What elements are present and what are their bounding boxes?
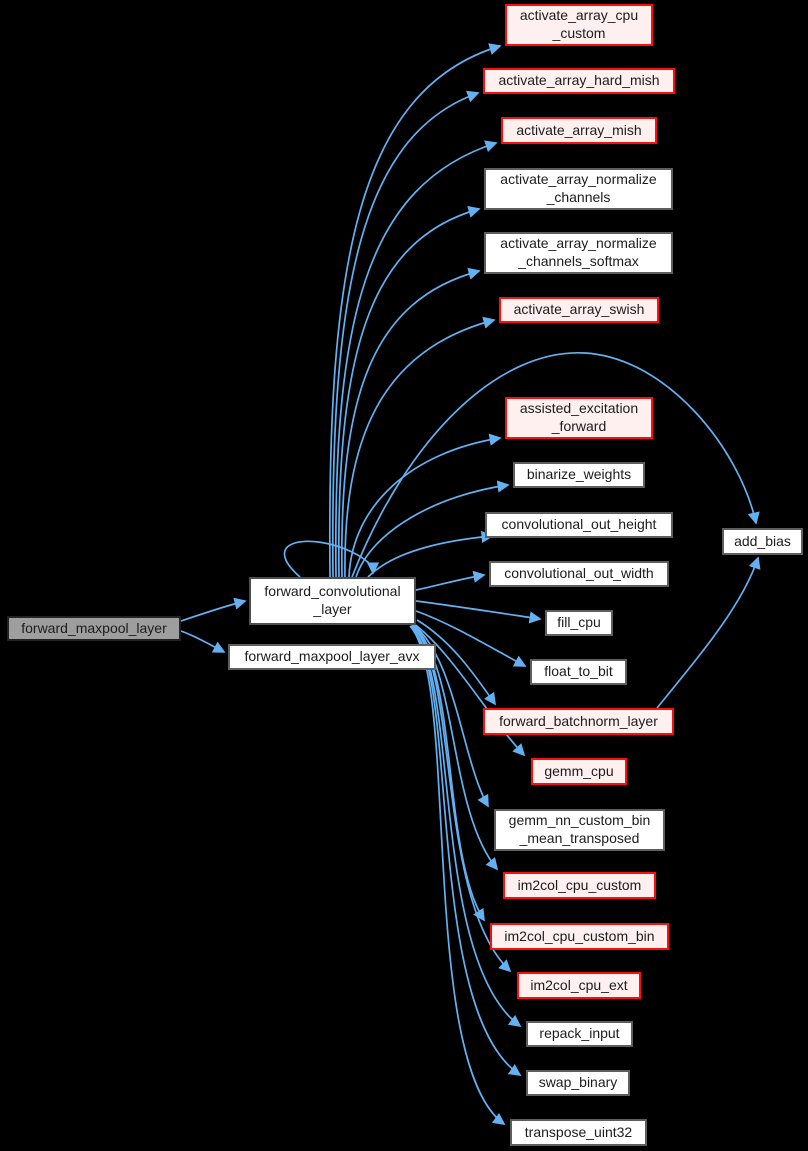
node-label: _mean_transposed [519, 830, 640, 846]
node-assisted_excitation_forward[interactable] [505, 397, 653, 439]
node-im2col_cpu_custom[interactable] [503, 872, 656, 899]
node-label: fill_cpu [557, 614, 601, 631]
node-activate_array_normalize_channels[interactable] [484, 168, 673, 210]
node-label: im2col_cpu_custom_bin [504, 927, 655, 944]
node-label: forward_maxpool_layer_avx [244, 648, 420, 665]
node-label: activate_array_mish [516, 121, 642, 138]
edge-forward_maxpool_layer--forward_convolutional_layer [181, 601, 245, 621]
edge-forward_convolutional_layer--assisted_excitation_forward [349, 438, 500, 577]
node-activate_array_mish[interactable] [501, 117, 657, 144]
edge-forward_convolutional_layer--convolutional_out_width [416, 575, 484, 590]
node-label: activate_array_swish [513, 301, 645, 318]
node-label: convolutional_out_width [504, 565, 654, 582]
node-label: assisted_excitation [519, 400, 639, 417]
node-label: gemm_cpu [544, 762, 614, 779]
node-label: add_bias [734, 532, 791, 549]
edge-forward_convolutional_layer--im2col_cpu_ext [412, 625, 510, 971]
node-label: _channels_softmax [518, 253, 639, 269]
node-label: binarize_weights [526, 466, 632, 483]
node-activate_array_normalize_channels_softmax[interactable] [484, 232, 673, 274]
node-fill_cpu[interactable] [545, 610, 613, 636]
node-label: activate_array_cpu [519, 7, 639, 24]
node-label: convolutional_out_height [501, 516, 657, 533]
node-label: forward_maxpool_layer [21, 619, 167, 636]
node-label: _custom [552, 25, 606, 41]
node-forward_maxpool_layer_avx[interactable] [228, 644, 436, 670]
node-label: forward_convolutional [264, 583, 401, 600]
node-label: im2col_cpu_ext [530, 976, 628, 993]
edge-forward_maxpool_layer--forward_maxpool_layer_avx [181, 631, 224, 652]
node-label: swap_binary [538, 1074, 618, 1091]
node-add_bias[interactable] [722, 528, 803, 555]
node-gemm_nn_custom_bin_mean_transposed[interactable] [494, 809, 665, 851]
edge-forward_convolutional_layer--activate_array_hard_mish [333, 93, 478, 577]
edge-forward_convolutional_layer--convolutional_out_height [368, 536, 492, 577]
node-label: im2col_cpu_custom [517, 876, 642, 893]
edge-forward_batchnorm_layer--add_bias [657, 558, 758, 708]
node-im2col_cpu_ext[interactable] [517, 972, 641, 999]
node-label: activate_array_normalize [500, 171, 657, 188]
node-transpose_uint32[interactable] [510, 1119, 647, 1146]
node-label: _forward [551, 418, 607, 434]
node-swap_binary[interactable] [526, 1070, 630, 1096]
node-label: activate_array_normalize [500, 235, 657, 252]
node-forward_maxpool_layer[interactable] [7, 616, 181, 641]
node-forward_batchnorm_layer[interactable] [483, 708, 674, 735]
edge-forward_convolutional_layer--activate_array_normalize_channels_softmax [342, 271, 479, 577]
node-activate_array_swish[interactable] [499, 297, 659, 323]
node-label: gemm_nn_custom_bin [508, 812, 651, 829]
node-convolutional_out_width[interactable] [489, 561, 669, 587]
node-activate_array_cpu_custom[interactable] [505, 4, 653, 46]
edge-forward_convolutional_layer--activate_array_mish [336, 143, 496, 577]
node-activate_array_hard_mish[interactable] [483, 68, 675, 94]
node-label: activate_array_hard_mish [498, 72, 660, 89]
node-label: repack_input [539, 1025, 620, 1042]
node-convolutional_out_height[interactable] [485, 512, 673, 538]
edge-forward_convolutional_layer--fill_cpu [416, 601, 540, 619]
node-repack_input[interactable] [526, 1021, 633, 1047]
edge-forward_convolutional_layer--activate_array_cpu_custom [330, 46, 500, 577]
node-label: _channels [546, 189, 611, 205]
node-label: _layer [313, 601, 352, 617]
node-gemm_cpu[interactable] [531, 758, 627, 785]
node-binarize_weights[interactable] [513, 462, 645, 488]
node-label: float_to_bit [544, 663, 613, 680]
node-forward_convolutional_layer[interactable] [249, 577, 416, 625]
node-im2col_cpu_custom_bin[interactable] [490, 923, 669, 950]
node-float_to_bit[interactable] [530, 659, 627, 685]
node-label: forward_batchnorm_layer [499, 712, 658, 729]
node-label: transpose_uint32 [524, 1123, 633, 1140]
